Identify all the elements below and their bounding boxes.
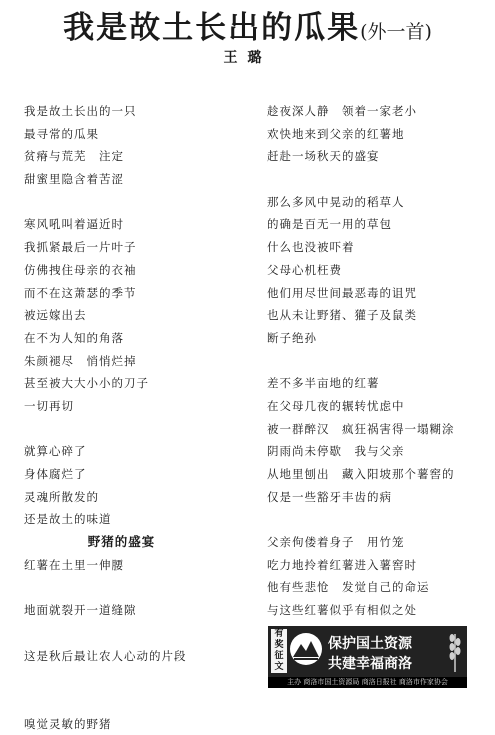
poem-line: 从地里刨出 藏入阳坡那个薯窖的 bbox=[267, 467, 455, 481]
stanza-break bbox=[267, 168, 489, 191]
poem-line: 甚至被大大小小的刀子 bbox=[24, 376, 149, 391]
poem-line: 贫瘠与荒芜 注定 bbox=[24, 149, 124, 164]
left-column bbox=[24, 100, 239, 735]
poem-title-subtitle: (外一首) bbox=[360, 21, 432, 43]
author-name: 王璐 bbox=[223, 50, 272, 66]
slogan-line-1: 保护国土资源 bbox=[328, 636, 412, 652]
contest-banner bbox=[268, 626, 467, 688]
poem-title-main: 我是故土长出的瓜果 bbox=[63, 10, 361, 46]
poem-line: 灵魂所散发的 bbox=[24, 489, 99, 504]
poem-line: 什么也没被吓着 bbox=[267, 240, 355, 255]
poem-line: 在不为人知的角落 bbox=[24, 330, 124, 345]
poem-line: 地面就裂开一道缝隙 bbox=[24, 603, 137, 618]
poem-line: 仅是一些豁牙丰齿的病 bbox=[267, 489, 392, 504]
poem-line: 欢快地来到父亲的红薯地 bbox=[267, 126, 405, 141]
poem-line: 仿佛拽住母亲的衣袖 bbox=[24, 262, 137, 277]
poem-line: 一切再切 bbox=[24, 398, 74, 413]
poem-line: 寒风吼叫着逼近时 bbox=[24, 217, 124, 232]
right-column bbox=[267, 100, 489, 622]
poem-line: 也从未让野猪、獾子及鼠类 bbox=[267, 308, 417, 323]
poem-line: 而不在这萧瑟的季节 bbox=[24, 285, 137, 300]
poem-line: 被远嫁出去 bbox=[24, 308, 87, 323]
poem-line: 父亲佝偻着身子 用竹笼 bbox=[267, 535, 405, 550]
poem-line: 吃力地拎着红薯进入薯窖时 bbox=[267, 557, 417, 572]
poem-line: 他们用尽世间最恶毒的诅咒 bbox=[267, 285, 417, 300]
poem-line: 的确是百无一用的草包 bbox=[267, 217, 392, 232]
poem-line: 父母心机枉费 bbox=[267, 262, 342, 277]
contest-badge: 有 奖 征 文 bbox=[271, 629, 287, 673]
poem-line: 身体腐烂了 bbox=[24, 467, 87, 481]
poem-line: 还是故土的味道 bbox=[24, 512, 112, 527]
poem-line: 红薯在土里一伸腰 bbox=[24, 557, 124, 572]
poem-line: 趁夜深人静 领着一家老小 bbox=[267, 104, 417, 118]
poem-line: 赶赴一场秋天的盛宴 bbox=[267, 149, 380, 164]
stanza-break bbox=[24, 576, 239, 599]
poem-line: 甜蜜里隐含着苦涩 bbox=[24, 172, 124, 187]
poem-line: 差不多半亩地的红薯 bbox=[267, 376, 380, 391]
poem-line: 被一群醉汉 疯狂祸害得一塌糊涂 bbox=[267, 421, 455, 436]
poem-line: 他有些悲怆 发觉自己的命运 bbox=[267, 580, 430, 595]
poem-line: 这是秋后最让农人心动的片段 bbox=[24, 648, 187, 663]
poem-line: 嗅觉灵敏的野猪 bbox=[24, 716, 112, 731]
mountain-emblem-icon bbox=[289, 632, 323, 666]
poem-line: 在父母几夜的辗转忧虑中 bbox=[267, 398, 405, 413]
poem-line: 就算心碎了 bbox=[24, 444, 87, 459]
stanza-break bbox=[24, 690, 239, 713]
stanza-break bbox=[267, 350, 489, 373]
slogan-line-2: 共建幸福商洛 bbox=[328, 656, 412, 672]
poem-line: 那么多风中晃动的稻草人 bbox=[267, 194, 405, 209]
stanza-break bbox=[24, 191, 239, 214]
poem-line: 我是故土长出的一只 bbox=[24, 104, 137, 118]
poem-line: 断子绝孙 bbox=[267, 330, 317, 345]
stanza-break bbox=[24, 418, 239, 441]
stanza-break bbox=[24, 667, 239, 690]
poem-line: 我抓紧最后一片叶子 bbox=[24, 240, 137, 255]
stanza-break bbox=[24, 622, 239, 645]
poem-line: 朱颜褪尽 悄悄烂掉 bbox=[24, 353, 137, 368]
wheat-icon bbox=[444, 628, 466, 674]
poem-line: 与这些红薯似乎有相似之处 bbox=[267, 603, 417, 618]
poem-line: 最寻常的瓜果 bbox=[24, 126, 99, 141]
poem-title bbox=[0, 2, 495, 47]
subpoem-title: 野猪的盛宴 bbox=[87, 534, 156, 550]
poem-line: 阴雨尚未停歇 我与父亲 bbox=[267, 444, 405, 459]
stanza-break bbox=[267, 508, 489, 531]
sponsor-line: 主办 商洛市国土资源局 商洛日报社 商洛市作家协会 bbox=[268, 677, 467, 688]
